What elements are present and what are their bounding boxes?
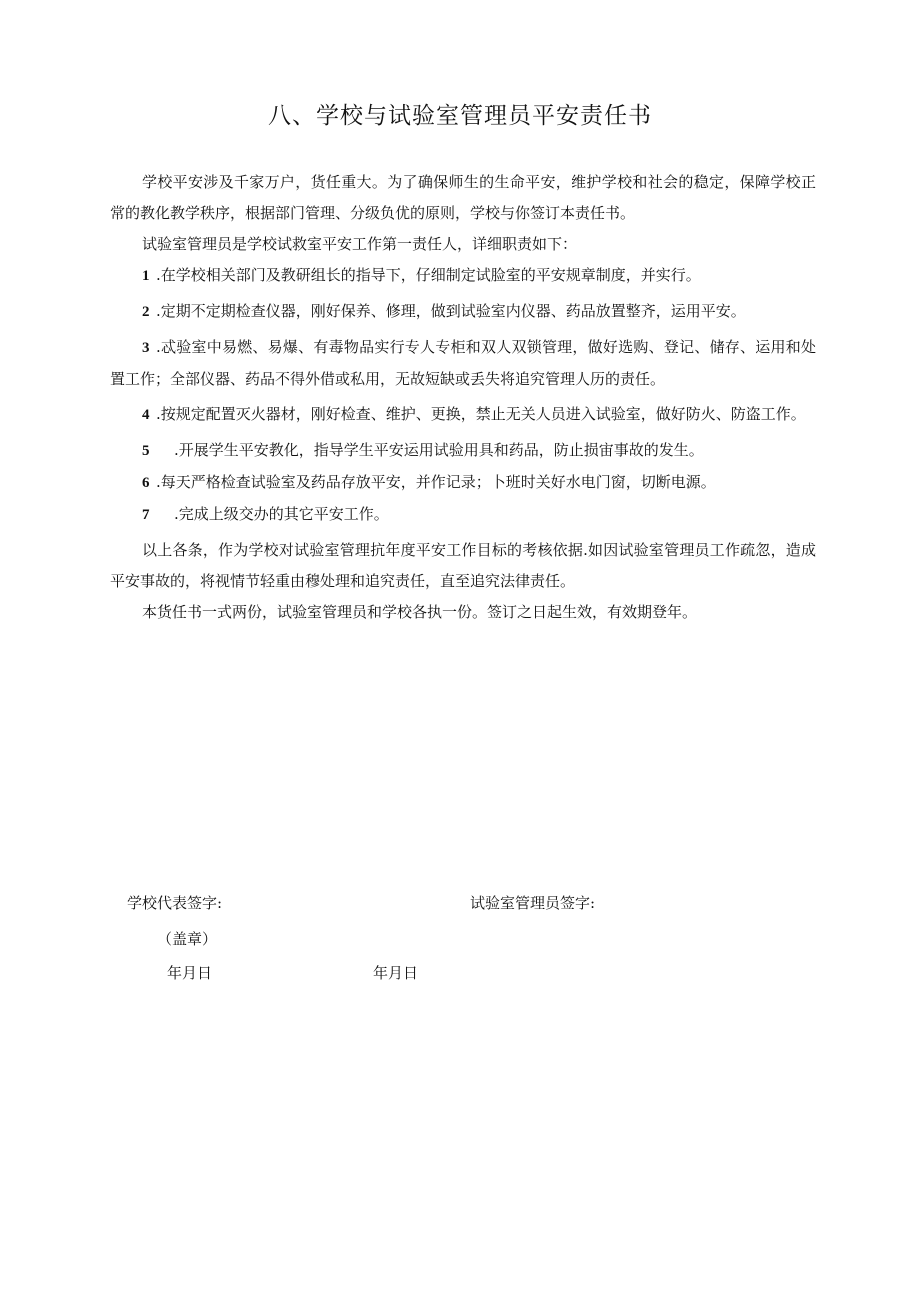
duty-item-7 (110, 499, 816, 531)
school-signature-label: 学校代表签字: (127, 894, 223, 912)
duty-item-text: .定期不定期检查仪器，刚好保养、修理，做到试验室内仪器、药品放置整齐，运用平安。 (156, 302, 746, 320)
duty-item-number: 1 (142, 268, 150, 284)
duty-item-text: .忒验室中易燃、易爆、有毒物品实行专人专柜和双人双锁管理，做好选购、登记、储存、运用和处置工作；全部仪器、药品不得外借或私用，无故短缺或丢失将追究管理人历的责任。 (110, 338, 816, 388)
duty-item-number: 4 (142, 407, 150, 423)
duty-item-number: 6 (142, 475, 150, 491)
document-title: 八、学校与试验室管理员平安责任书 (268, 103, 652, 129)
duty-item-number: 7 (142, 507, 150, 523)
document-body (110, 167, 816, 628)
duty-item-1 (110, 260, 816, 292)
duty-item-text: .按规定配置灭火器材，刚好检查、维护、更换，禁止无关人员进入试验室，做好防火、防盗工作。 (156, 405, 806, 423)
school-date-label: 年月日 (167, 964, 213, 982)
duty-item-text: .开展学生平安教化，指导学生平安运用试验用具和药品，防止损宙事故的发生。 (174, 441, 704, 459)
duty-item-2 (110, 296, 816, 328)
intro-paragraph-2: 试验室管理员是学校试救室平安工作第一责任人，详细职责如下： (142, 235, 578, 253)
duty-item-6 (110, 467, 816, 499)
manager-date-label: 年月日 (373, 964, 419, 982)
duty-item-text: .在学校相关部门及教研组长的指导下，仔细制定试脸室的平安规章制度，并实行。 (156, 266, 701, 284)
intro-paragraph-1: 学校平安涉及千家万户，货任重大。为了确保师生的生命平安，维护学校和社会的稳定，保障学校正常的教化教学秩序，根据部门管理、分级负优的原则，学校与你签订本责任书。 (110, 173, 816, 222)
duty-item-text: .完成上级交办的其它平安工作。 (174, 505, 389, 523)
seal-label: （盖章） (157, 930, 218, 948)
manager-signature-label: 试验室管理员签字: (470, 894, 596, 912)
duty-item-number: 5 (142, 443, 150, 459)
duty-item-5 (110, 435, 816, 467)
duty-item-text: .每天严格检查试验室及药品存放平安，并作记录；卜班时关好水电门窗，切断电源。 (156, 473, 716, 491)
closing-paragraph-1: 以上各条，作为学校对试验室管理抗年度平安工作目标的考核依据.如因试验室管理员工作疏忽，造成平安事故的，将视情节轻重由穆处理和追究责任，直至追究法律责任。 (110, 541, 816, 590)
duty-item-number: 3 (142, 340, 150, 356)
duty-item-number: 2 (142, 304, 150, 320)
closing-paragraph-2: 本货任书一式两份，试验室管理员和学校各执一份。签订之日起生效，有效期登年。 (142, 603, 698, 621)
duty-item-4 (110, 399, 816, 431)
duty-item-3 (110, 332, 816, 395)
